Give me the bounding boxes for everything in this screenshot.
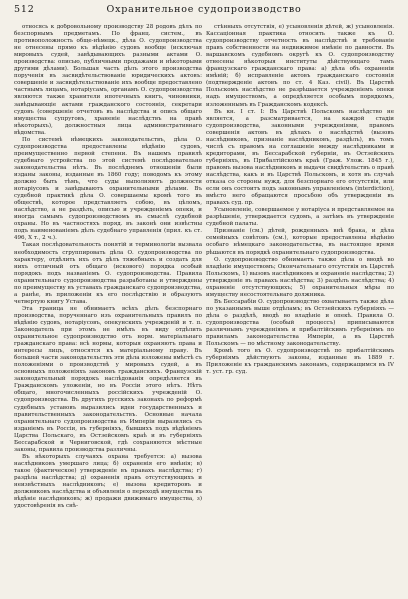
paragraph: Въ Бессарабіи О. судопроизводство охватываетъ также дѣла по указаннымъ выше отдѣламъ; въ Остзейскихъ губерніяхъ — дѣла о раздѣлѣ, вводѣ во владѣніе и опекѣ. Правила О. судопроизводства (особый процессъ) приписываются различнымъ учрежденіямъ и прибалтійскимъ губерніямъ по правиламъ законодательства Имперіи, а въ Царствѣ Польскомъ — по мѣстному законодательству.	[206, 298, 394, 348]
paragraph: Признаніе (см.) дѣтей, рожденныхъ внѣ брака, и дѣла семейныхъ совѣтовъ (см.), которые предоставлены вѣдѣнію особаго нѣмецкаго законодательства, въ настоящее время рѣшаются въ порядкѣ охранительнаго судопроизводства.	[206, 228, 394, 256]
paragraph: Въ нѣкоторыхъ случаяхъ охрана требуется: а) вызова наслѣдниковъ умершаго лица; б) охраненія его имѣнія; в) такое (фактическое) утвержденіе въ правахъ наслѣдства; г) раздѣла наслѣдства; д) охраненія правъ отсутствующихъ и неизвѣстныхъ наслѣдниковъ; е) вызова кредиторовъ и должниковъ наслѣдства и объявленія о переходѣ имущества въ вѣдѣніе наслѣдниковъ; ж) продажи движимаго имущества, з) удостовѣренія въ снѣ-	[14, 453, 202, 510]
paragraph: По системѣ нѣмецкихъ законодательствъ, дѣла О. судопроизводства предоставлены вѣдѣнію судовъ, преимущественно первой степени. Въ нашемъ правилѣ судебнаго устройства по этой системѣ послѣдовательно законодательства нѣтъ. Въ послѣднемъ отношеніи были изданы законы, изданные въ 1860 году; поводомъ къ этому должно быть тѣмъ, что суды выполняютъ должности нотаріусовъ и завѣдываютъ охранительными дѣлами. Въ судебной практикѣ дѣла О. совершаемы кромѣ того въ обществѣ, которое представляетъ собою, въ цѣломъ, наслѣдство, а не раздѣлъ, описью и учрежденіемъ опеки, и иногда самымъ судопроизводствомъ въ смыслѣ судебной охраны. Но въ частностяхъ поряд. въ законѣ они извѣстны подъ наименованіемъ дѣлъ судебнаго управленія (прил. къ ст. 496, X т., 2 ч.).	[14, 136, 202, 242]
right-column	[206, 24, 394, 590]
paragraph: О. судопроизводство обнимаетъ также дѣла о вводѣ во владѣніе имуществомъ; Окончательнаго отсутствія въ Царствѣ Польскомъ, 1) вызовъ наслѣдниковъ и охраненіе наслѣдства; 2) утвержденіе въ правахъ наслѣдства; 3) раздѣлъ наслѣдства; 4) охраненіе отсутствующихъ; 5) охранительныя мѣры по имуществу несостоятельнаго должника.	[206, 256, 394, 298]
paragraph: Кромѣ того въ О. судопроизводствѣ по прибалтійскимъ губерніямъ дѣйствуютъ законы, изданные въ 1889 г. Приложеніе къ гражданскимъ законамъ, содержащимся въ IV т. уст. гр. суд.	[206, 348, 394, 376]
left-column	[14, 24, 202, 590]
paragraph: Усыновленіе, совершаемое у нотаріуса и представляемое на разрѣшеніе, утверждается судомъ, а затѣмъ въ утвержденіе судебной палаты.	[206, 207, 394, 228]
running-title: Охранительное судопроизводство	[106, 4, 302, 15]
running-header	[14, 4, 394, 18]
paragraph: относясь к добровольному производству 28 родовъ дѣлъ по безспорнымъ предметамъ. По франц. систем., въ противоположность обще-нѣмецк., дѣла О. судопроизводства не отнесены прямо къ вѣдѣнію судовъ вообще (исключая мировыхъ судей, завѣдывающихъ разными актами О. производства: описью, публичными продажами и нѣкоторыми другими дѣлами). Большая часть дѣлъ этого производства порученія въ засвидѣтельствованіе юридическихъ актовъ: совершеніе и засвидѣтельствованіе ихъ вообще предоставлено частнымъ лицамъ, нотаріусамъ, органамъ О. судопроизводства являются также хранители ипотечныхъ книгъ, чиновники, завѣдывающіе актами гражданского состоянія, секретари судовъ (совершеніе отчетовъ въ наслѣдства и опись общаго имущества супруговъ, храненіе наслѣдствъ на правѣ нѣкоторыхъ), должностныя лица административнаго вѣдомства.	[14, 24, 202, 136]
page-number: 512	[14, 4, 35, 15]
paragraph: Эта граница не обнимаетъ всѣхъ дѣлъ безспорнаго производства, порученнаго изъ охранительныхъ правилъ по вѣдѣнію судовъ, нотаріусовъ, опекунскихъ учрежденій и т. п. Законодатель при этомъ не имѣлъ въ виду отдѣлить охранительное судопроизводство отъ норм. матеріальнаго гражданскаго права: всѣ нормы, которыя охраняютъ права и интересы лицъ, относятся къ матеріальному праву. Въ большей части законодательствъ эти дѣла изложены вмѣстѣ съ положеніями о производствѣ у мировыхъ судей, а въ основныхъ положеніяхъ законовъ гражданскихъ. Французскій законодательный порядокъ наслѣдованія опредѣляется въ Гражданскомъ уложеніи, но въ Россіи этого нѣтъ. Нѣтъ общаго, многочисленныхъ россійскихъ учрежденій О. судопроизводства. Въ другихъ русскихъ законахъ по реформѣ судебныхъ уставовъ выразились идеи государственныхъ и правительственныхъ законодательствъ. Основные начала охранительнаго судопроизводства въ Имперіи выразились съ изданіемъ въ Россіи, въ губерніяхъ, бывшихъ подъ вѣдѣніемъ Царства Польскаго, въ Остзейскомъ краѣ и въ губерніяхъ Бессарабской и Черниговской, гдѣ сохраняются мѣстные законы, правила производства различны.	[14, 305, 202, 453]
paragraph: Такая послѣдовательность понятій и терминологіи вызвала необходимость сгруппировать дѣла О. судопроизводства по характеру, отдѣлить ихъ отъ дѣлъ тяжебныхъ и создать для нихъ отличный отъ общаго (искового) порядка особый порядокъ подъ названіемъ О. судопроизводства. Правила охранительнаго судопроизводства разработаны и утверждены по преимуществу въ уставахъ гражданскаго судопроизводства, а ранѣе, въ приложеніи къ его послѣдствію и образуютъ четвертую книгу Устава.	[14, 242, 202, 305]
paragraph: стѣнныхъ отсутствія, е) усыновленія дѣтей, ж) усыновленія. Кассаціонная практика относить также къ О. судопроизводству отчетность въ наслѣдствѣ и требованіе правъ собственности на недвижимое имѣніе по давности. Въ варшавскомъ судебномъ округѣ къ О. судопроизводству отнесены нѣкоторыя институты дѣйствующаго тамъ французскаго гражданскаго права: а) дѣла объ охраненіи имѣній; б) исправленіе актовъ гражданскаго состоянія (подтвержденіе актовъ по ст. 4 Каз. civil). Въ Царствѣ Польскомъ наслѣдство не разрѣшается учрежденіемъ опеки надъ имуществомъ, а опредѣляется особымъ порядкомъ, изложеннымъ въ Гражданскомъ кодексѣ.	[206, 24, 394, 108]
paragraph: Въ кн. I ст. I: Въ Царствѣ Польскомъ наслѣдство не является, а разсматривается, на каждой стадіи судопроизводства, законными учрежденіями, правомъ совершенія актовъ въ дѣлахъ о наслѣдствѣ (вызовъ наслѣдниковъ, признаніе наслѣдниковъ, раздѣлъ), въ томъ числѣ съ правомъ на соглашеніе между наслѣдниками и кредиторами, въ Бессарабской губерніи, въ Остзейскихъ губерніяхъ, въ Прибалтійскомъ краѣ (Граж. Улож. 1845 г.), правомъ вызова наслѣдниковъ и выдачи свидѣтельствъ о правѣ наслѣдства, какъ и въ Царствѣ Польскомъ, и хотя въ случаѣ отказа со стороны нужд. для безспорнаго его отсутствія, или если онъ состоитъ подъ законнымъ управленіемъ (interdiction), вмѣсто него обращаются просьбою объ утвержденіи въ правахъ суд. пр.	[206, 108, 394, 207]
